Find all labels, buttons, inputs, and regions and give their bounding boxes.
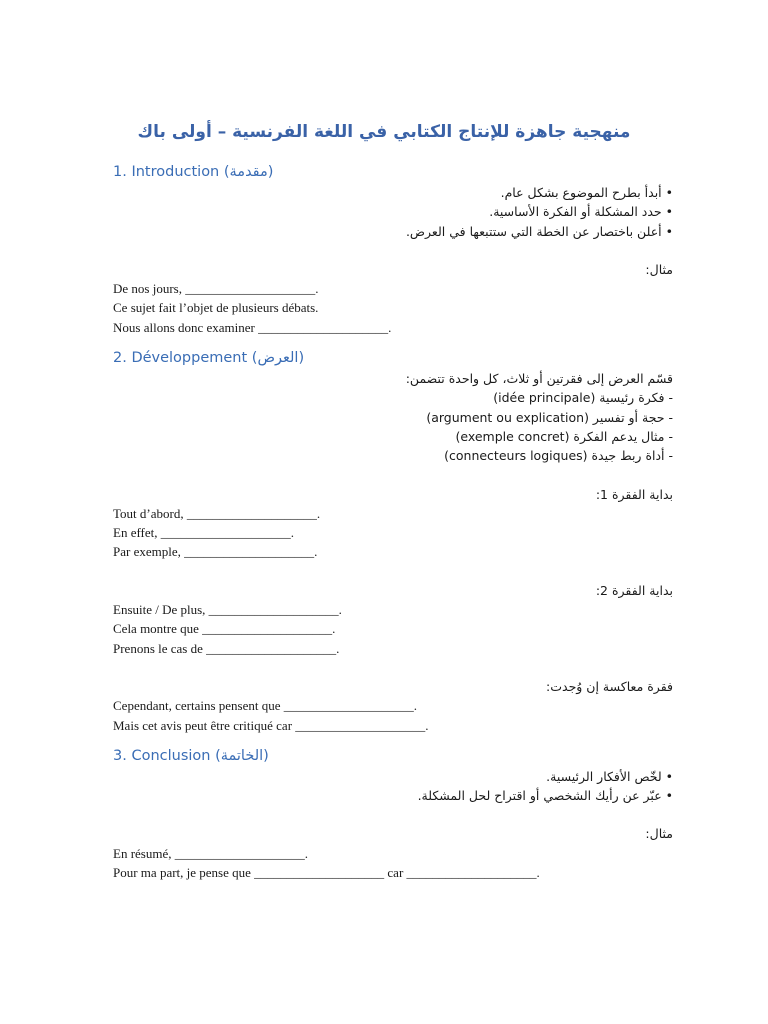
list-item: - حجة أو تفسير (argument ou explication) xyxy=(426,409,673,425)
example-line: Tout d’abord, ____________________. xyxy=(113,505,321,521)
example-line: En résumé, ____________________. xyxy=(113,845,308,861)
bullet-item: • أعلن باختصار عن الخطة التي ستتبعها في العرض. xyxy=(405,223,673,239)
paragraph-label: بداية الفقرة 2: xyxy=(595,582,673,598)
example-line: De nos jours, ____________________. xyxy=(113,281,319,297)
example-label: مثال: xyxy=(645,826,673,842)
page-title: منهجية جاهزة للإنتاج الكتابي في اللغة الفرنسية – أولى باك xyxy=(137,122,631,142)
list-item: - أداة ربط جيدة (connecteurs logiques) xyxy=(444,448,673,464)
paragraph-label: بداية الفقرة 1: xyxy=(595,486,673,502)
paragraph-label: فقرة معاكسة إن وُجدت: xyxy=(546,678,673,694)
bullet-item: • حدد المشكلة أو الفكرة الأساسية. xyxy=(489,204,673,220)
document-body xyxy=(113,161,673,882)
example-label: مثال: xyxy=(645,261,673,277)
example-line: Ensuite / De plus, ____________________. xyxy=(113,602,342,618)
bullet-item: • لخّص الأفكار الرئيسية. xyxy=(546,768,673,784)
example-line: En effet, ____________________. xyxy=(113,525,295,541)
list-item: - فكرة رئيسية (idée principale) xyxy=(493,390,673,406)
list-item: - مثال يدعم الفكرة (exemple concret) xyxy=(455,428,673,444)
example-line: Ce sujet fait l’objet de plusieurs débats. xyxy=(113,300,319,316)
example-line: Cela montre que ____________________. xyxy=(113,621,336,637)
section-heading-developpement: 2. Développement (العرض) xyxy=(113,350,305,367)
example-line: Cependant, certains pensent que ____________________. xyxy=(113,698,417,714)
example-line: Mais cet avis peut être critiqué car ____________________. xyxy=(113,717,429,733)
bullet-item: • أبدأ بطرح الموضوع بشكل عام. xyxy=(500,185,673,200)
example-line: Pour ma part, je pense que ____________________ car ____________________. xyxy=(113,865,540,881)
section-intro: قسّم العرض إلى فقرتين أو ثلاث، كل واحدة تتضمن: xyxy=(405,371,673,387)
section-heading-introduction: 1. Introduction (مقدمة) xyxy=(113,164,274,180)
example-line: Nous allons donc examiner ____________________. xyxy=(113,319,392,335)
bullet-item: • عبّر عن رأيك الشخصي أو اقتراح لحل المشكلة. xyxy=(417,788,673,804)
section-heading-conclusion: 3. Conclusion (الخاتمة) xyxy=(113,747,269,764)
example-line: Par exemple, ____________________. xyxy=(113,544,318,560)
example-line: Prenons le cas de ____________________. xyxy=(113,640,340,656)
